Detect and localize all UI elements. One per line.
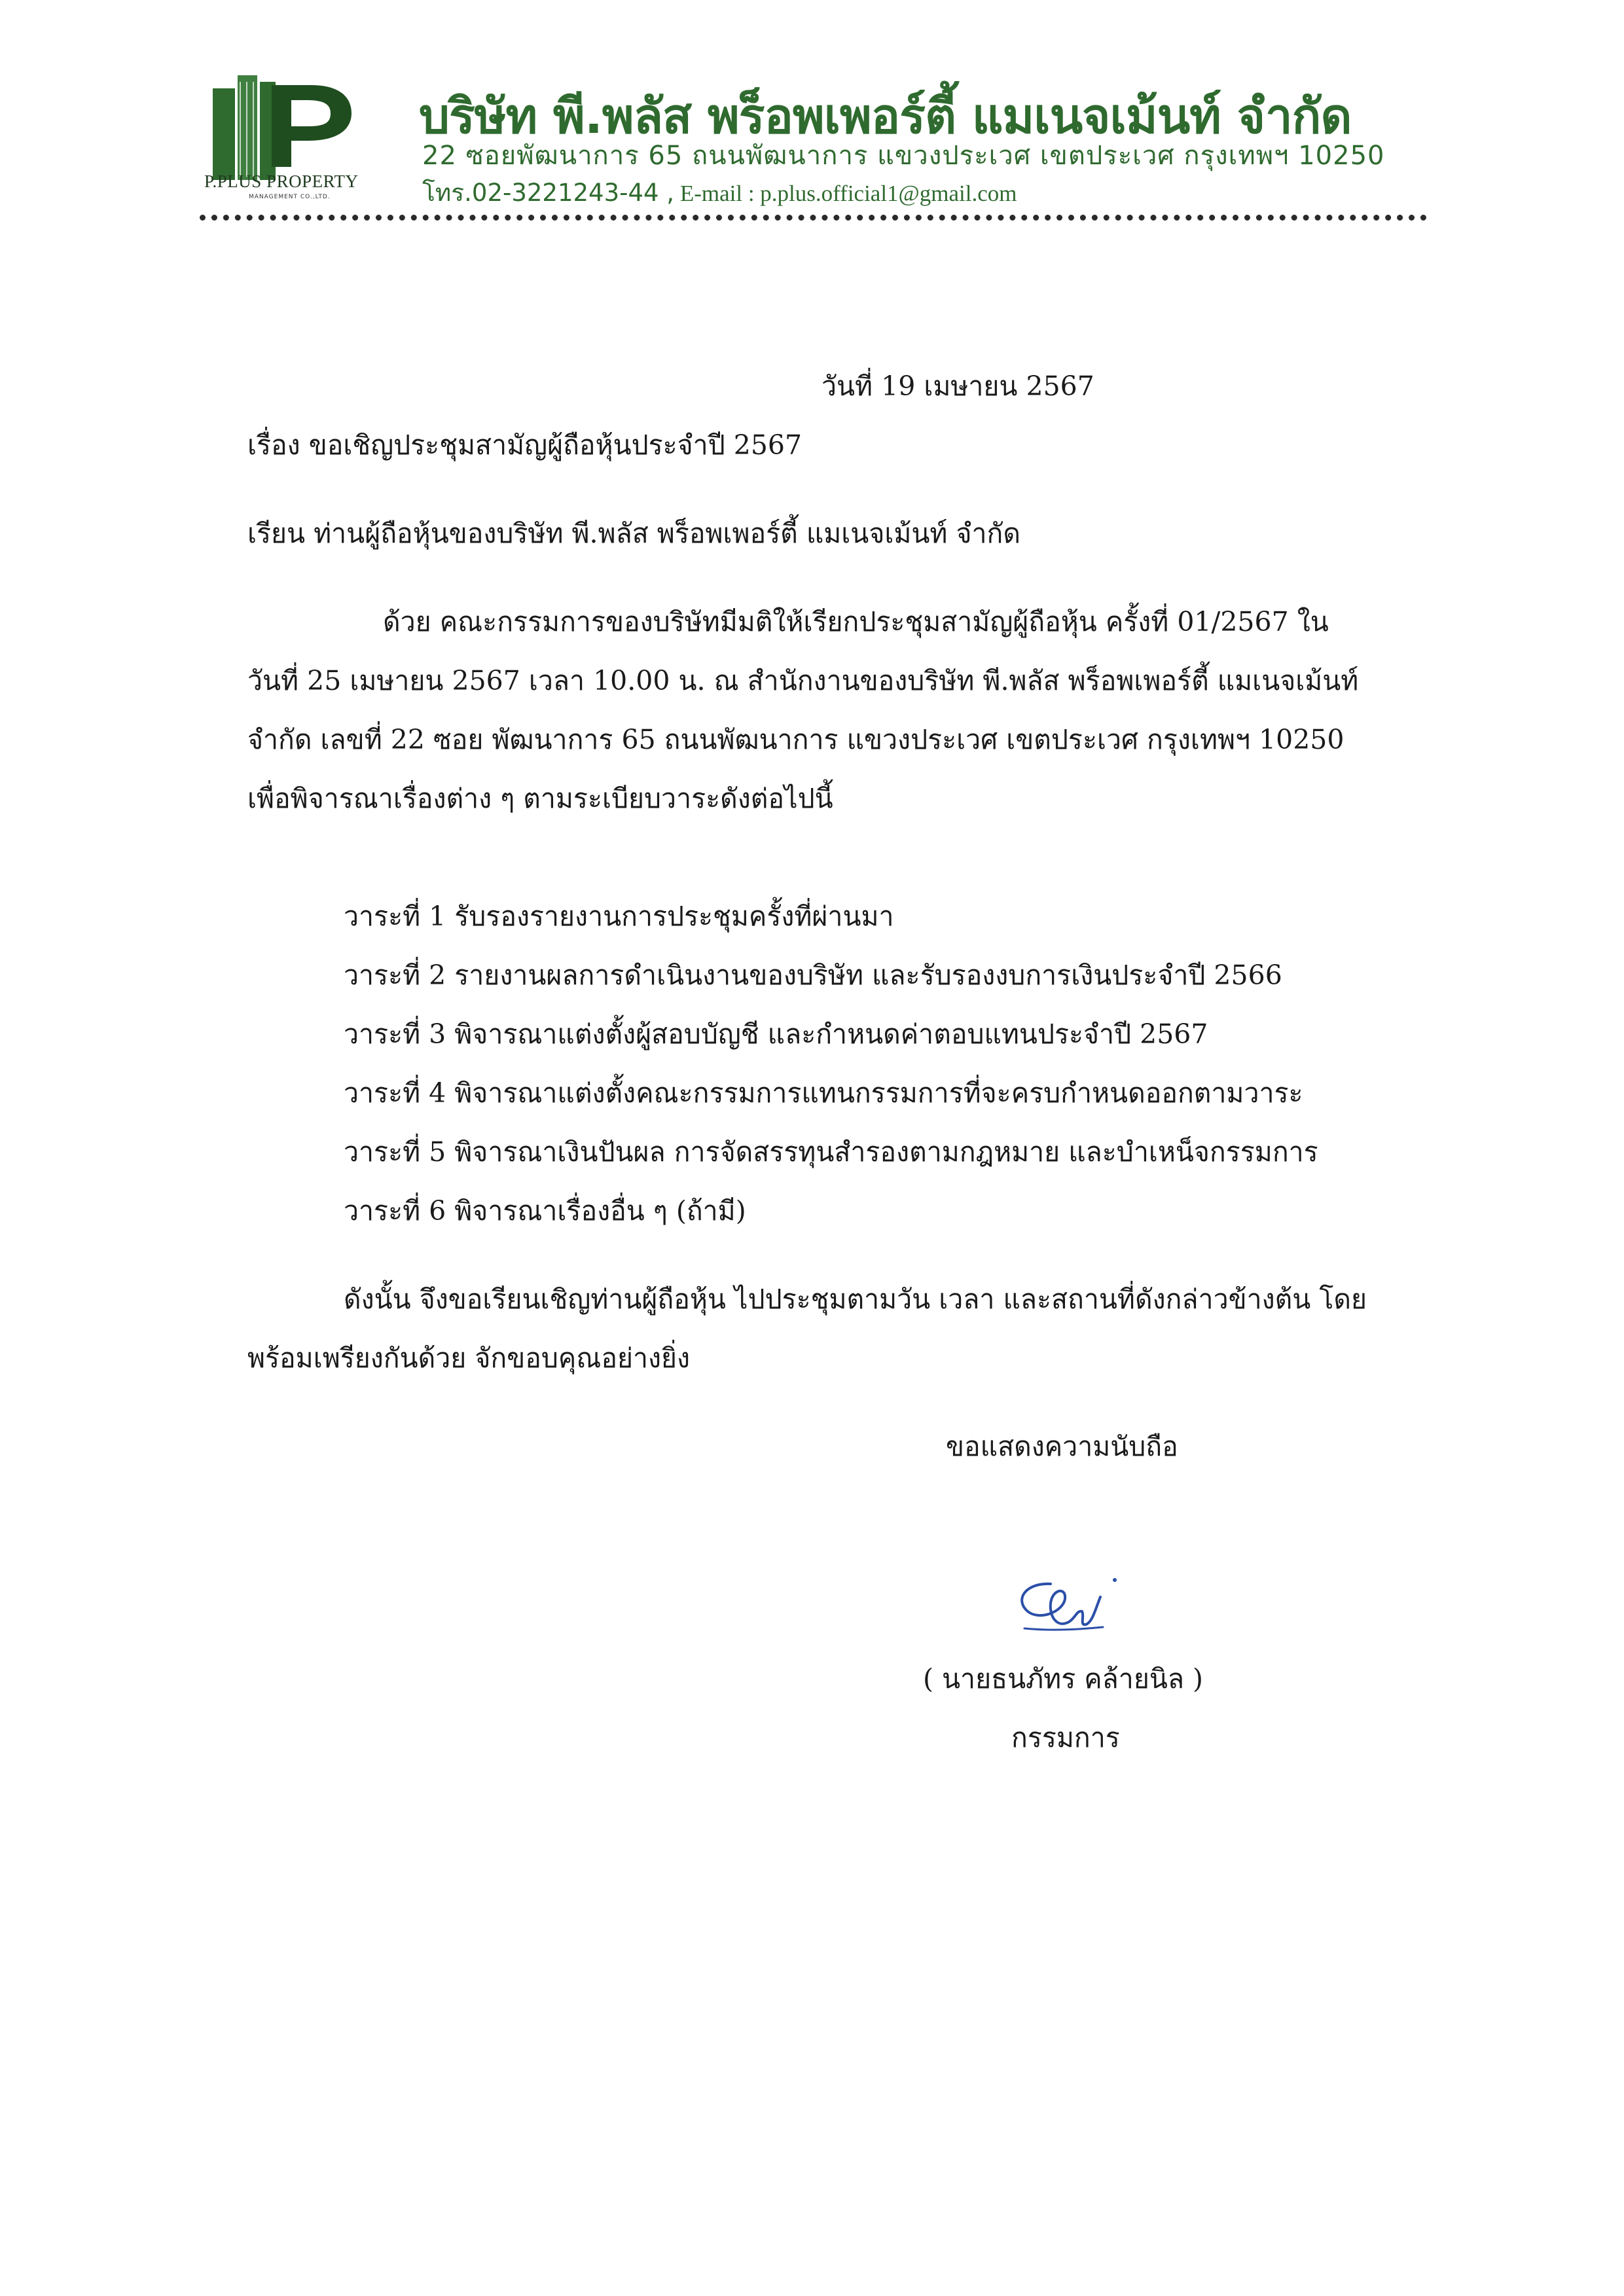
agenda-item: วาระที่ 3 พิจารณาแต่งตั้งผู้สอบบัญชี และกำหนดค่าตอบแทนประจำปี 2567 (344, 1018, 1208, 1050)
agenda-item: วาระที่ 4 พิจารณาแต่งตั้งคณะกรรมการแทนกรรมการที่จะครบกำหนดออกตามวาระ (344, 1077, 1303, 1109)
letter-date: วันที่ 19 เมษายน 2567 (821, 370, 1094, 402)
company-phone: โทร.02-3221243-44 , (422, 179, 675, 207)
company-email: E-mail : p.plus.official1@gmail.com (674, 181, 1017, 206)
logo-company-name: P.PLUS PROPERTY (204, 171, 359, 191)
closing-line: พร้อมเพรียงกันด้วย จักขอบคุณอย่างยิ่ง (247, 1342, 691, 1374)
company-name: บริษัท พี.พลัส พร็อพเพอร์ตี้ แมเนจเม้นท์ จำกัด (419, 88, 1352, 145)
closing-line: ดังนั้น จึงขอเรียนเชิญท่านผู้ถือหุ้น ไปประชุมตามวัน เวลา และสถานที่ดังกล่าวข้างต้น โดย (344, 1283, 1367, 1315)
company-address: 22 ซอยพัฒนาการ 65 ถนนพัฒนาการ แขวงประเวศ เขตประเวศ กรุงเทพฯ 10250 (422, 141, 1385, 171)
intro-line: ด้วย คณะกรรมการของบริษัทมีมติให้เรียกประชุมสามัญผู้ถือหุ้น ครั้งที่ 01/2567 ใน (383, 606, 1329, 637)
agenda-item: วาระที่ 5 พิจารณาเงินปันผล การจัดสรรทุนสำรองตามกฎหมาย และบำเหน็จกรรมการ (344, 1136, 1318, 1168)
agenda-item: วาระที่ 6 พิจารณาเรื่องอื่น ๆ (ถ้ามี) (344, 1195, 746, 1227)
logo-company-subname: MANAGEMENT CO.,LTD. (249, 194, 331, 200)
company-contact (422, 173, 1017, 212)
signer-name: ( นายธนภัทร คล้ายนิล ) (923, 1663, 1204, 1695)
letter-salutation: เรียน ท่านผู้ถือหุ้นของบริษัท พี.พลัส พร็อพเพอร์ตี้ แมเนจเม้นท์ จำกัด (247, 518, 1020, 549)
intro-line: เพื่อพิจารณาเรื่องต่าง ๆ ตามระเบียบวาระดังต่อไปนี้ (247, 783, 833, 814)
letterhead-divider (200, 215, 1427, 221)
letter-subject: เรื่อง ขอเชิญประชุมสามัญผู้ถือหุ้นประจำปี 2567 (247, 429, 803, 461)
agenda-item: วาระที่ 2 รายงานผลการดำเนินงานของบริษัท และรับรองงบการเงินประจำปี 2566 (344, 960, 1282, 991)
intro-line: จำกัด เลขที่ 22 ซอย พัฒนาการ 65 ถนนพัฒนาการ แขวงประเวศ เขตประเวศ กรุงเทพฯ 10250 (247, 724, 1344, 755)
signer-title: กรรมการ (1011, 1722, 1120, 1753)
regards-text: ขอแสดงความนับถือ (946, 1431, 1178, 1462)
agenda-item: วาระที่ 1 รับรองรายงานการประชุมครั้งที่ผ่านมา (344, 901, 894, 932)
signature-icon (1011, 1571, 1142, 1643)
intro-line: วันที่ 25 เมษายน 2567 เวลา 10.00 น. ณ สำนักงานของบริษัท พี.พลัส พร็อพเพอร์ตี้ แมเนจเม้นท์ (247, 665, 1359, 696)
